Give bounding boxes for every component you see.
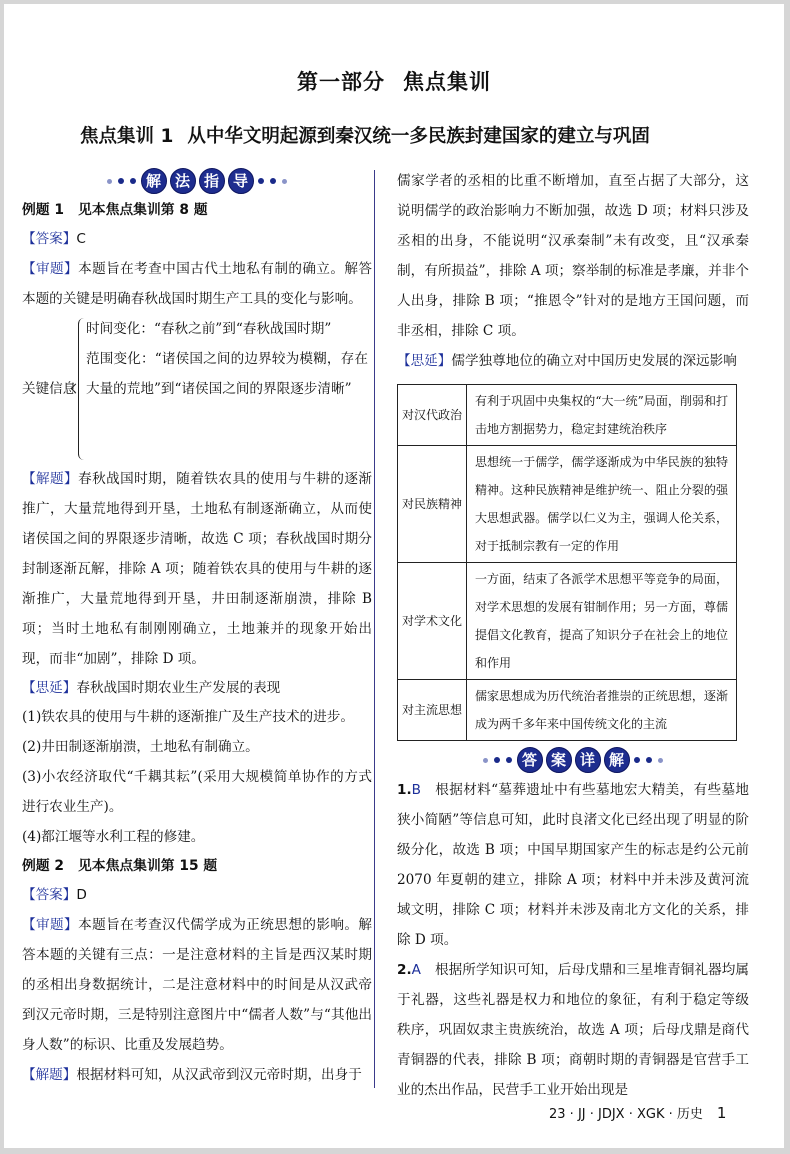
left-column (22, 166, 372, 1090)
answer-item (397, 775, 749, 955)
jieti-tag: 【解题】 (22, 471, 79, 487)
example2-heading (22, 852, 372, 880)
section-number: 焦点集训 1 (80, 126, 174, 147)
table-key: 对汉代政治 (398, 385, 467, 446)
answer-letter: B (411, 782, 421, 798)
siyan-tag: 【思延】 (22, 680, 77, 696)
example1-jieti (22, 464, 372, 674)
shenti-tag: 【审题】 (22, 917, 79, 933)
jieti-tag: 【解题】 (22, 1067, 77, 1083)
badge-char: 导 (228, 168, 254, 194)
table-key: 对学术文化 (398, 563, 467, 680)
example1-answer (22, 224, 372, 254)
dot-icon (107, 179, 112, 184)
example2-ref: 见本焦点集训第 15 题 (78, 858, 218, 874)
part-title-a: 第一部分 (297, 70, 385, 94)
shenti-tag: 【审题】 (22, 261, 79, 277)
section-title (80, 122, 780, 148)
example1-shenti (22, 254, 372, 314)
badge-char: 解 (141, 168, 167, 194)
table-value: 儒家思想成为历代统治者推崇的正统思想，逐渐成为两千多年来中国传统文化的主流 (467, 680, 737, 741)
answer-value: D (76, 887, 87, 903)
example2-jieti (22, 1060, 372, 1090)
siyan-item: (3)小农经济取代“千耦其耘”(采用大规模简单协作的方式进行农业生产)。 (22, 769, 372, 815)
table-key: 对民族精神 (398, 446, 467, 563)
dot-icon (130, 178, 136, 184)
answer-text: 根据所学知识可知，后母戊鼎和三星堆青铜礼器均属于礼器，这些礼器是权力和地位的象征，有利于稳定等级秩序，巩固奴隶主贵族统治，故选 A 项；后母戊鼎是商代青铜器的代表，排除 B 项；商朝时期的青铜器是官营手工业的杰出作品，民营手工业开始出现是 (397, 962, 749, 1098)
badge-char: 案 (546, 747, 572, 773)
method-guide-banner (22, 166, 372, 196)
table-row (398, 563, 737, 680)
answer-detail-banner (397, 745, 749, 775)
example2-siyan (397, 346, 749, 376)
siyan-item: (4)都江堰等水利工程的修建。 (22, 829, 205, 845)
badge-char: 指 (199, 168, 225, 194)
siyan-tag: 【思延】 (397, 353, 452, 369)
siyan-item: (1)铁农具的使用与牛耕的逐渐推广及生产技术的进步。 (22, 709, 354, 725)
key-info-item: 时间变化：“春秋之前”到“春秋战国时期” (86, 321, 332, 337)
jieti-text: 春秋战国时期，随着铁农具的使用与牛耕的逐渐推广，大量荒地得到开垦，土地私有制逐渐确立，从而使诸侯国之间的界限逐步清晰，故选 C 项；春秋战国时期分封制逐渐瓦解，排除 A 项；随着铁农具的使用与牛耕的逐渐推广，大量荒地得到开垦，井田制逐渐崩溃，排除 B 项；当时土地私有制刚刚确立，土地兼并的现象开始出现，而非“加剧”，排除 D 项。 (22, 471, 373, 667)
answer-number: 1. (397, 782, 412, 798)
key-info-item: 范围变化：“诸侯国之间的边界较为模糊，存在大量的荒地”到“诸侯国之间的界限逐步清晰” (86, 351, 368, 397)
table-value: 有利于巩固中央集权的“大一统”局面，削弱和打击地方割据势力，稳定封建统治秩序 (467, 385, 737, 446)
example2-shenti (22, 910, 372, 1060)
influence-table (397, 384, 737, 741)
key-info-items (86, 314, 368, 404)
example1-siyan (22, 674, 372, 702)
example2-answer (22, 880, 372, 910)
badge-char: 法 (170, 168, 196, 194)
table-row (398, 385, 737, 446)
jieti-continued: 儒家学者的丞相的比重不断增加，直至占据了大部分，这说明儒学的政治影响力不断加强，故选 D 项；材料只涉及丞相的出身，不能说明“汉承秦制”未有改变，且“汉承秦制，有所损益”，排除 A 项；察举制的标准是孝廉，并非个人出身，排除 B 项；“推恩令”针对的是地方王国问题，而非丞相，排除 C 项。 (397, 173, 749, 339)
jieti-text: 根据材料可知，从汉武帝到汉元帝时期，出身于 (76, 1067, 362, 1083)
dot-icon (494, 757, 500, 763)
example1-ref: 见本焦点集训第 8 题 (78, 202, 208, 218)
answer-number: 2. (397, 962, 412, 978)
dot-icon (658, 758, 663, 763)
dot-icon (282, 179, 287, 184)
column-divider (374, 170, 375, 1088)
dot-icon (118, 178, 124, 184)
example1-heading (22, 196, 372, 224)
answer-value: C (76, 231, 86, 247)
dot-icon (634, 757, 640, 763)
footer-code: 23 · JJ · JDJX · XGK · 历史 (549, 1107, 703, 1122)
answer-item (397, 955, 749, 1105)
badge-char: 详 (575, 747, 601, 773)
answer-letter: A (411, 962, 421, 978)
badge-char: 解 (604, 747, 630, 773)
section-name: 从中华文明起源到秦汉统一多民族封建国家的建立与巩固 (187, 126, 650, 147)
table-row (398, 446, 737, 563)
dot-icon (483, 758, 488, 763)
badge-char: 答 (517, 747, 543, 773)
part-title (4, 66, 784, 96)
page-number: 1 (716, 1104, 727, 1122)
key-info-diagram (22, 314, 372, 464)
example1-label: 例题 1 (22, 202, 64, 218)
part-title-b: 焦点集训 (403, 70, 491, 94)
key-info-label: 关键信息 (22, 381, 77, 397)
shenti-text: 本题旨在考查中国古代土地私有制的确立。解答本题的关键是明确春秋战国时期生产工具的变化与影响。 (22, 261, 373, 307)
table-value: 一方面，结束了各派学术思想平等竞争的局面，对学术思想的发展有钳制作用；另一方面，尊儒提倡文化教育，提高了知识分子在社会上的地位和作用 (467, 563, 737, 680)
table-row (398, 680, 737, 741)
siyan-title: 儒学独尊地位的确立对中国历史发展的深远影响 (451, 353, 737, 369)
example2-label: 例题 2 (22, 858, 64, 874)
dot-icon (258, 178, 264, 184)
page (4, 4, 784, 1148)
dot-icon (270, 178, 276, 184)
dot-icon (506, 757, 512, 763)
table-value: 思想统一于儒学，儒学逐渐成为中华民族的独特精神。这种民族精神是维护统一、阻止分裂的强大思想武器。儒学以仁义为主，强调人伦关系，对于抵制宗教有一定的作用 (467, 446, 737, 563)
answer-text: 根据材料“墓葬遗址中有些墓地宏大精美，有些墓地狭小简陋”等信息可知，此时良渚文化已经出现了明显的阶级分化，故选 B 项；中国早期国家产生的标志是约公元前 2070 年夏朝的建立，排除 A 项；材料中并未涉及黄河流域文明，排除 C 项；材料并未涉及南北方文化的关系，排除 D 项。 (397, 782, 749, 948)
right-column (397, 166, 749, 1105)
dot-icon (646, 757, 652, 763)
answer-tag: 【答案】 (22, 231, 77, 247)
page-footer (549, 1103, 726, 1122)
siyan-title: 春秋战国时期农业生产发展的表现 (76, 680, 281, 696)
answer-tag: 【答案】 (22, 887, 77, 903)
table-key: 对主流思想 (398, 680, 467, 741)
shenti-text: 本题旨在考查汉代儒学成为正统思想的影响。解答本题的关键有三点：一是注意材料的主旨是西汉某时期的丞相出身数据统计，二是注意材料中的时间是从汉武帝到汉元帝时期，三是特别注意图片中“儒者人数”与“其他出身人数”的标识、比重及发展趋势。 (22, 917, 373, 1053)
siyan-item: (2)井田制逐渐崩溃，土地私有制确立。 (22, 739, 259, 755)
